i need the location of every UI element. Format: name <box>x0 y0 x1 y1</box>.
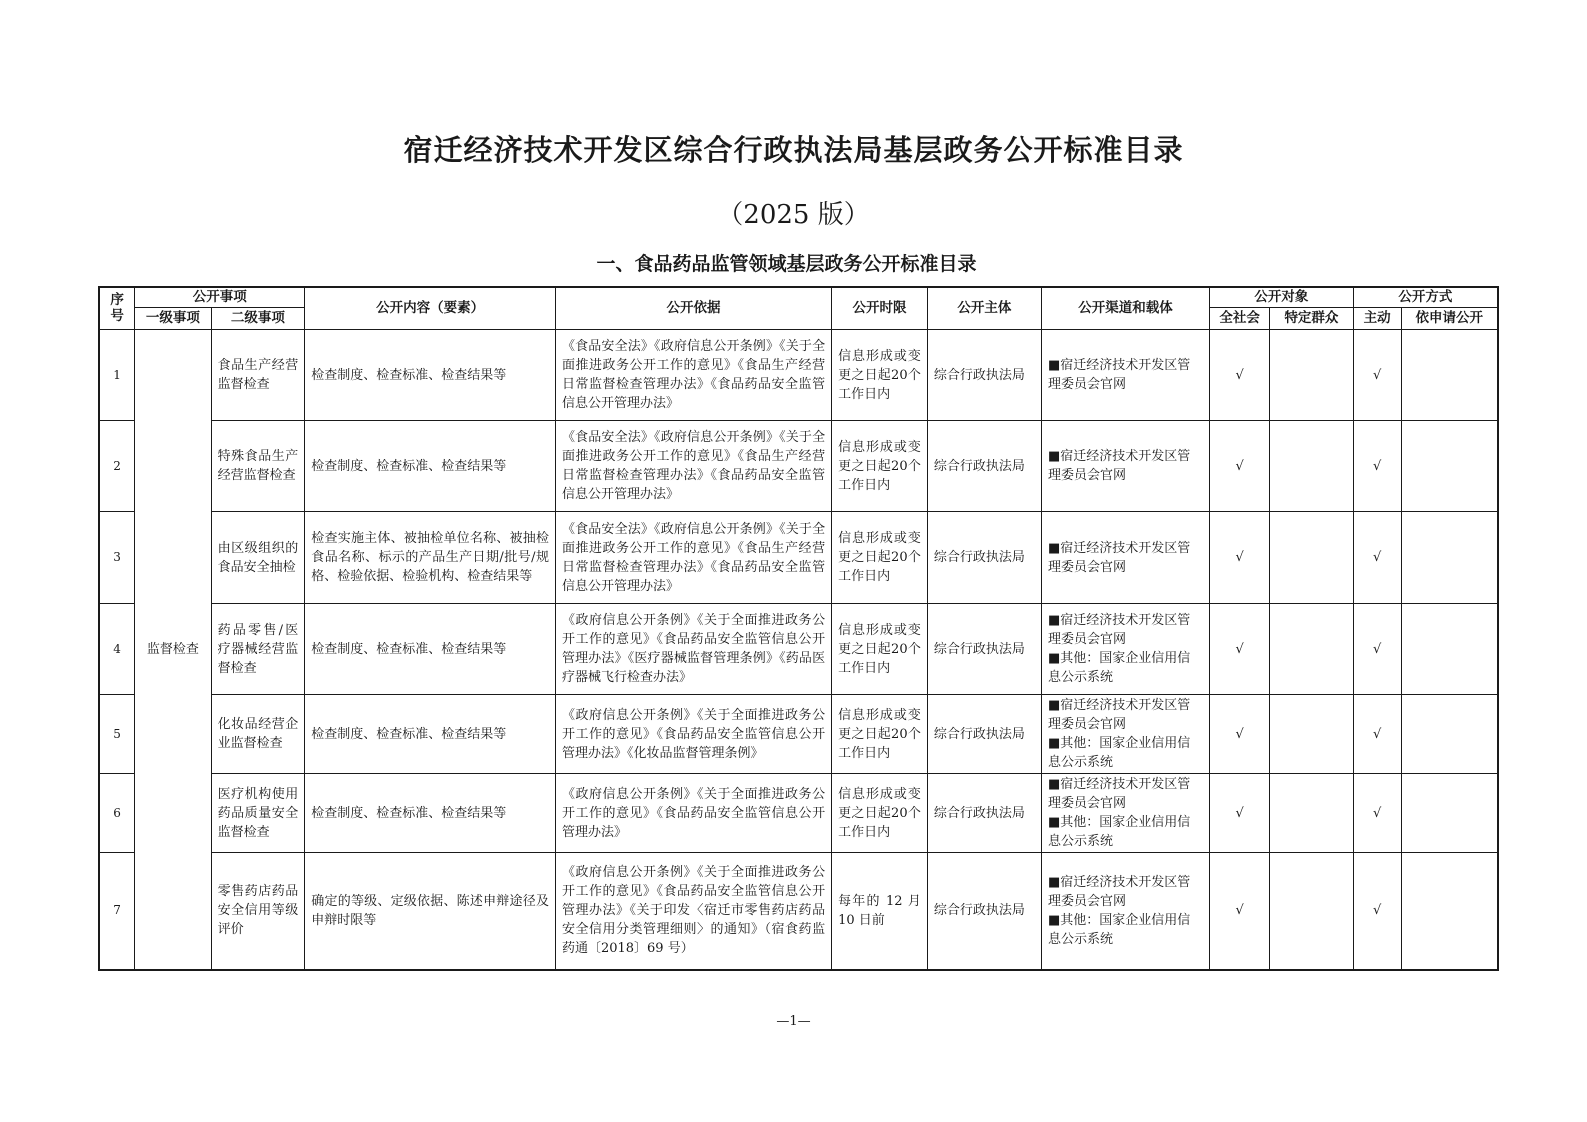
level2-item: 特殊食品生产经营监督检查 <box>211 421 305 512</box>
subject-cell: 综合行政执法局 <box>927 330 1041 421</box>
page-number: —1— <box>776 1014 811 1029</box>
header-mode: 公开方式 <box>1353 287 1498 308</box>
mode-active-check: √ <box>1353 695 1401 774</box>
table-row <box>99 695 1498 774</box>
mode-active-check: √ <box>1353 853 1401 970</box>
level2-item: 化妆品经营企业监督检查 <box>211 695 305 774</box>
row-number: 5 <box>99 695 135 774</box>
mode-active-check: √ <box>1353 774 1401 853</box>
catalog-table <box>98 286 1499 971</box>
content-cell: 检查制度、检查标准、检查结果等 <box>305 604 556 695</box>
subject-cell: 综合行政执法局 <box>927 421 1041 512</box>
header-content: 公开内容（要素） <box>305 287 556 330</box>
subject-cell: 综合行政执法局 <box>927 512 1041 604</box>
mode-active-check: √ <box>1353 512 1401 604</box>
header-seq: 序号 <box>99 287 135 330</box>
section-title <box>0 249 1587 276</box>
mode-request-check <box>1401 330 1498 421</box>
row-number: 1 <box>99 330 135 421</box>
level1-item: 监督检查 <box>135 330 211 970</box>
target-specific-check <box>1270 604 1354 695</box>
row-number: 3 <box>99 512 135 604</box>
channel-cell: ■宿迁经济技术开发区管理委员会官网 <box>1041 330 1209 421</box>
table-row <box>99 853 1498 970</box>
content-cell: 检查制度、检查标准、检查结果等 <box>305 421 556 512</box>
subject-cell: 综合行政执法局 <box>927 604 1041 695</box>
basis-cell: 《食品安全法》《政府信息公开条例》《关于全面推进政务公开工作的意见》《食品生产经营日常监督检查管理办法》《食品药品安全监管信息公开管理办法》 <box>555 330 831 421</box>
target-all-check: √ <box>1210 853 1270 970</box>
target-all-check: √ <box>1210 330 1270 421</box>
table-row <box>99 512 1498 604</box>
level2-item: 零售药店药品安全信用等级评价 <box>211 853 305 970</box>
mode-request-check <box>1401 853 1498 970</box>
target-all-check: √ <box>1210 604 1270 695</box>
header-matter-l2: 二级事项 <box>211 308 305 330</box>
target-all-check: √ <box>1210 695 1270 774</box>
header-basis: 公开依据 <box>555 287 831 330</box>
channel-cell: ■宿迁经济技术开发区管理委员会官网 <box>1041 421 1209 512</box>
table-row <box>99 604 1498 695</box>
target-specific-check <box>1270 853 1354 970</box>
channel-cell: ■宿迁经济技术开发区管理委员会官网 ■其他：国家企业信用信息公示系统 <box>1041 774 1209 853</box>
table-row <box>99 421 1498 512</box>
mode-request-check <box>1401 695 1498 774</box>
channel-cell: ■宿迁经济技术开发区管理委员会官网 ■其他：国家企业信用信息公示系统 <box>1041 604 1209 695</box>
target-all-check: √ <box>1210 512 1270 604</box>
mode-request-check <box>1401 774 1498 853</box>
basis-cell: 《政府信息公开条例》《关于全面推进政务公开工作的意见》《食品药品安全监管信息公开管理办法》《化妆品监督管理条例》 <box>555 695 831 774</box>
header-subject: 公开主体 <box>927 287 1041 330</box>
time-cell: 信息形成或变更之日起20个工作日内 <box>832 774 928 853</box>
target-specific-check <box>1270 774 1354 853</box>
time-cell: 每年的 12 月 10 日前 <box>832 853 928 970</box>
header-target-specific: 特定群众 <box>1270 308 1354 330</box>
header-time: 公开时限 <box>832 287 928 330</box>
target-all-check: √ <box>1210 421 1270 512</box>
time-cell: 信息形成或变更之日起20个工作日内 <box>832 695 928 774</box>
time-cell: 信息形成或变更之日起20个工作日内 <box>832 330 928 421</box>
subject-cell: 综合行政执法局 <box>927 774 1041 853</box>
row-number: 4 <box>99 604 135 695</box>
time-cell: 信息形成或变更之日起20个工作日内 <box>832 421 928 512</box>
content-cell: 检查制度、检查标准、检查结果等 <box>305 695 556 774</box>
content-cell: 确定的等级、定级依据、陈述申辩途径及申辩时限等 <box>305 853 556 970</box>
header-channel: 公开渠道和载体 <box>1041 287 1209 330</box>
table-row <box>99 330 1498 421</box>
level2-item: 医疗机构使用药品质量安全监督检查 <box>211 774 305 853</box>
content-cell: 检查制度、检查标准、检查结果等 <box>305 774 556 853</box>
basis-cell: 《食品安全法》《政府信息公开条例》《关于全面推进政务公开工作的意见》《食品生产经营日常监督检查管理办法》《食品药品安全监管信息公开管理办法》 <box>555 421 831 512</box>
basis-cell: 《政府信息公开条例》《关于全面推进政务公开工作的意见》《食品药品安全监管信息公开管理办法》 <box>555 774 831 853</box>
target-specific-check <box>1270 695 1354 774</box>
basis-cell: 《政府信息公开条例》《关于全面推进政务公开工作的意见》《食品药品安全监管信息公开管理办法》《关于印发〈宿迁市零售药店药品安全信用分类管理细则〉的通知》（宿食药监药通〔2018〕69 号） <box>555 853 831 970</box>
basis-cell: 《食品安全法》《政府信息公开条例》《关于全面推进政务公开工作的意见》《食品生产经营日常监督检查管理办法》《食品药品安全监管信息公开管理办法》 <box>555 512 831 604</box>
subject-cell: 综合行政执法局 <box>927 695 1041 774</box>
header-row-1 <box>99 287 1498 308</box>
header-target: 公开对象 <box>1210 287 1354 308</box>
channel-cell: ■宿迁经济技术开发区管理委员会官网 ■其他：国家企业信用信息公示系统 <box>1041 695 1209 774</box>
level2-item: 药品零售/医疗器械经营监督检查 <box>211 604 305 695</box>
basis-cell: 《政府信息公开条例》《关于全面推进政务公开工作的意见》《食品药品安全监管信息公开管理办法》《医疗器械监督管理条例》《药品医疗器械飞行检查办法》 <box>555 604 831 695</box>
row-number: 2 <box>99 421 135 512</box>
level2-item: 食品生产经营监督检查 <box>211 330 305 421</box>
mode-active-check: √ <box>1353 421 1401 512</box>
target-specific-check <box>1270 330 1354 421</box>
level2-item: 由区级组织的食品安全抽检 <box>211 512 305 604</box>
subject-cell: 综合行政执法局 <box>927 853 1041 970</box>
mode-active-check: √ <box>1353 604 1401 695</box>
document-title: 宿迁经济技术开发区综合行政执法局基层政务公开标准目录 <box>403 133 1184 167</box>
header-mode-request: 依申请公开 <box>1401 308 1498 330</box>
mode-request-check <box>1401 512 1498 604</box>
header-matter: 公开事项 <box>135 287 305 308</box>
document-subtitle: （2025 版） <box>717 200 870 230</box>
target-all-check: √ <box>1210 774 1270 853</box>
header-mode-active: 主动 <box>1353 308 1401 330</box>
channel-cell: ■宿迁经济技术开发区管理委员会官网 <box>1041 512 1209 604</box>
target-specific-check <box>1270 421 1354 512</box>
content-cell: 检查制度、检查标准、检查结果等 <box>305 330 556 421</box>
row-number: 6 <box>99 774 135 853</box>
channel-cell: ■宿迁经济技术开发区管理委员会官网 ■其他：国家企业信用信息公示系统 <box>1041 853 1209 970</box>
time-cell: 信息形成或变更之日起20个工作日内 <box>832 512 928 604</box>
mode-request-check <box>1401 421 1498 512</box>
section-title-text: 一、食品药品监管领域基层政务公开标准目录 <box>596 253 977 275</box>
time-cell: 信息形成或变更之日起20个工作日内 <box>832 604 928 695</box>
content-cell: 检查实施主体、被抽检单位名称、被抽检食品名称、标示的产品生产日期/批号/规格、检验依据、检验机构、检查结果等 <box>305 512 556 604</box>
target-specific-check <box>1270 512 1354 604</box>
header-matter-l1: 一级事项 <box>135 308 211 330</box>
row-number: 7 <box>99 853 135 970</box>
mode-active-check: √ <box>1353 330 1401 421</box>
table-row <box>99 774 1498 853</box>
mode-request-check <box>1401 604 1498 695</box>
header-target-all: 全社会 <box>1210 308 1270 330</box>
